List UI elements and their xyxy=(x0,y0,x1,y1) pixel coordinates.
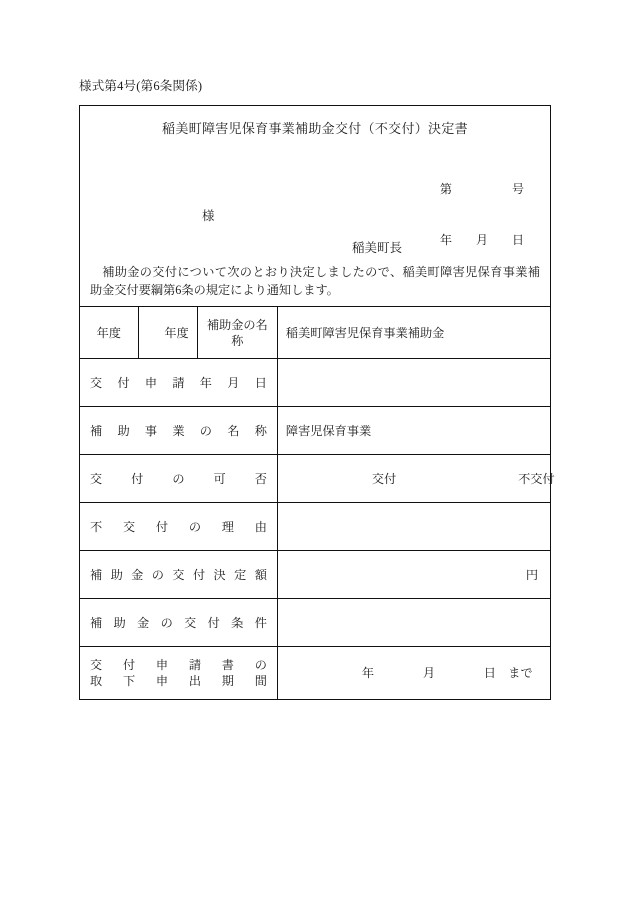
table-row xyxy=(80,503,550,551)
form-number: 様式第4号(第6条関係) xyxy=(79,79,203,93)
subsidy-name-value: 稲美町障害児保育事業補助金 xyxy=(285,326,445,340)
withdrawal-period-value: 年 月 日 まで xyxy=(361,666,533,681)
grant-conditions-value-cell[interactable] xyxy=(277,599,550,647)
document-number-line: 第 号 xyxy=(439,182,524,196)
issuer-name: 稲美町長 xyxy=(352,241,403,255)
grant-conditions-label-cell xyxy=(80,599,277,647)
document-header xyxy=(80,106,550,306)
subsidy-name-value-cell[interactable] xyxy=(277,307,550,359)
rejection-reason-label-cell xyxy=(80,503,277,551)
fiscal-year-left-label: 年度 xyxy=(96,325,121,340)
decided-amount-unit: 円 xyxy=(525,568,539,582)
project-name-label-cell xyxy=(80,407,277,455)
withdrawal-period-label xyxy=(88,657,269,689)
rejection-reason-label: 不交付の理由 xyxy=(90,519,267,534)
subsidy-name-label-cell xyxy=(197,307,277,359)
application-date-label: 交付申請年月日 xyxy=(90,375,267,390)
body-paragraph: 補助金の交付について次のとおり決定しましたので、稲美町障害児保育事業補助金交付要綱第6条の規定により通知します。 xyxy=(90,265,540,297)
grant-conditions-label: 補助金の交付条件 xyxy=(90,615,267,630)
withdrawal-period-label-line2: 取下申出期間 xyxy=(90,673,267,688)
fiscal-year-right-label: 年度 xyxy=(164,325,189,340)
page-title: 稲美町障害児保育事業補助金交付（不交付）決定書 xyxy=(162,121,468,136)
decision-table xyxy=(80,306,555,699)
table-row xyxy=(80,599,550,647)
document-box xyxy=(79,105,555,700)
fiscal-year-left-cell xyxy=(80,307,138,359)
table-row xyxy=(80,647,550,699)
decided-amount-label: 補助金の交付決定額 xyxy=(90,567,267,582)
withdrawal-period-label-cell xyxy=(80,647,277,699)
application-date-label-cell xyxy=(80,359,277,407)
table-row xyxy=(80,359,550,407)
decision-result-options: 交付 不交付 xyxy=(371,472,555,486)
table-row xyxy=(80,307,550,359)
project-name-value: 障害児保育事業 xyxy=(285,424,372,438)
table-row xyxy=(80,551,550,599)
decided-amount-value-cell[interactable] xyxy=(277,551,550,599)
table-row xyxy=(80,407,550,455)
project-name-value-cell[interactable] xyxy=(277,407,550,455)
project-name-label: 補助事業の名称 xyxy=(90,423,267,438)
addressee-field: 様 xyxy=(202,209,215,223)
decision-result-label-cell xyxy=(80,455,277,503)
subsidy-name-label: 補助金の名称 xyxy=(206,317,268,348)
table-row xyxy=(80,455,550,503)
fiscal-year-right-cell[interactable] xyxy=(138,307,197,359)
withdrawal-period-label-line1: 交付申請書の xyxy=(90,657,267,672)
decision-result-label: 交付の可否 xyxy=(90,471,267,486)
withdrawal-period-value-cell[interactable] xyxy=(277,647,550,699)
document-date-line: 年 月 日 xyxy=(439,233,524,247)
decision-result-value-cell[interactable] xyxy=(277,455,555,503)
application-date-value-cell[interactable] xyxy=(277,359,550,407)
decided-amount-label-cell xyxy=(80,551,277,599)
rejection-reason-value-cell[interactable] xyxy=(277,503,550,551)
